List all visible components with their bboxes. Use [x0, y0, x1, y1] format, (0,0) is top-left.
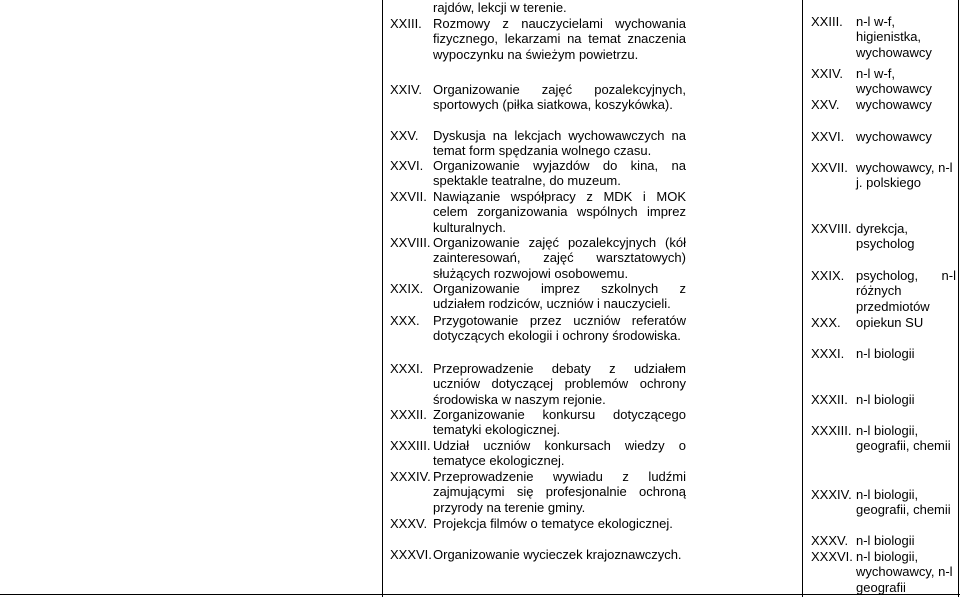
item-text: Dyskusja na lekcjach wychowawczych na temat form spędzania wolnego czasu.: [433, 128, 686, 159]
item-text: n-l biologii: [856, 346, 915, 361]
item-number: XXIII.: [811, 14, 843, 29]
item-text: Organizowanie wycieczek krajoznawczych.: [433, 547, 682, 562]
item-number: XXXIII.: [390, 438, 431, 453]
item-number: XXXI.: [811, 346, 845, 361]
item-text: n-l biologii, geografii, chemii: [856, 423, 951, 454]
item-number: XXVI.: [811, 129, 845, 144]
item-text: opiekun SU: [856, 315, 924, 330]
item-text: Projekcja filmów o tematyce ekologicznej.: [433, 516, 673, 531]
item-text: n-l biologii: [856, 533, 915, 548]
continuation-text: rajdów, lekcji w terenie.: [433, 0, 567, 15]
item-number: XXXI.: [390, 361, 424, 376]
item-number: XXIII.: [390, 16, 422, 31]
item-text: Organizowanie zajęć pozalekcyjnych, sportowych (piłka siatkowa, koszykówka).: [433, 82, 686, 113]
item-text: dyrekcja, psycholog: [856, 221, 915, 252]
item-number: XXXVI.: [390, 547, 432, 562]
item-number: XXXIII.: [811, 423, 852, 438]
item-number: XXV.: [811, 97, 840, 112]
item-text: Przygotowanie przez uczniów referatów dotyczących ekologii i ochrony środowiska.: [433, 313, 686, 344]
item-number: XXIV.: [390, 82, 423, 97]
item-number: XXVI.: [390, 158, 424, 173]
column-divider: [958, 0, 959, 597]
item-text: Organizowanie imprez szkolnych z udziałem rodziców, uczniów i nauczycieli.: [433, 281, 686, 312]
item-text: wychowawcy: [856, 129, 932, 144]
item-number: XXVII.: [390, 189, 427, 204]
item-number: XXVII.: [811, 160, 848, 175]
item-number: XXXIV.: [811, 487, 852, 502]
item-text: n-l w-f, higienistka, wychowawcy: [856, 14, 932, 60]
item-text: Rozmowy z nauczycielami wychowania fizycznego, lekarzami na temat znaczenia wypoczynku na świeżym powietrzu.: [433, 16, 686, 62]
item-number: XXIX.: [811, 268, 845, 283]
item-text: n-l biologii, geografii, chemii: [856, 487, 951, 518]
item-text: Zorganizowanie konkursu dotyczącego tematyki ekologicznej.: [433, 407, 686, 438]
item-text: n-l w-f, wychowawcy: [856, 66, 932, 97]
column-divider: [382, 0, 383, 597]
item-text: Udział uczniów konkursach wiedzy o tematyce ekologicznej.: [433, 438, 686, 469]
item-text: wychowawcy: [856, 97, 932, 112]
item-text: n-l biologii, wychowawcy, n-l geografii: [856, 549, 953, 595]
item-number: XXXVI.: [811, 549, 853, 564]
item-number: XXXIV.: [390, 469, 431, 484]
item-number: XXIX.: [390, 281, 424, 296]
item-number: XXX.: [811, 315, 841, 330]
item-text: n-l biologii: [856, 392, 915, 407]
item-text: Organizowanie wyjazdów do kina, na spektakle teatralne, do muzeum.: [433, 158, 686, 189]
item-text: Przeprowadzenie debaty z udziałem uczniów dotyczącej problemów ochrony środowiska w naszym rejonie.: [433, 361, 686, 407]
item-text: wychowawcy, n-l j. polskiego: [856, 160, 953, 191]
item-number: XXIV.: [811, 66, 844, 81]
item-number: XXXII.: [811, 392, 848, 407]
item-text: Przeprowadzenie wywiadu z ludźmi zajmującymi się profesjonalnie ochroną przyrody na terenie gminy.: [433, 469, 686, 515]
item-number: XXVIII.: [390, 235, 431, 250]
column-divider: [802, 0, 803, 597]
item-number: XXXV.: [811, 533, 849, 548]
item-number: XXVIII.: [811, 221, 852, 236]
item-text: Nawiązanie współpracy z MDK i MOK celem zorganizowania wspólnych imprez kulturalnych.: [433, 189, 686, 235]
item-text: psycholog, n-l różnych przedmiotów: [856, 268, 956, 314]
item-number: XXXV.: [390, 516, 428, 531]
item-text: Organizowanie zajęć pozalekcyjnych (kół zainteresowań, zajęć warsztatowych) służących rozwojowi osobowemu.: [433, 235, 686, 281]
table-bottom-border: [0, 594, 960, 595]
item-number: XXV.: [390, 128, 419, 143]
item-number: XXX.: [390, 313, 420, 328]
item-number: XXXII.: [390, 407, 427, 422]
